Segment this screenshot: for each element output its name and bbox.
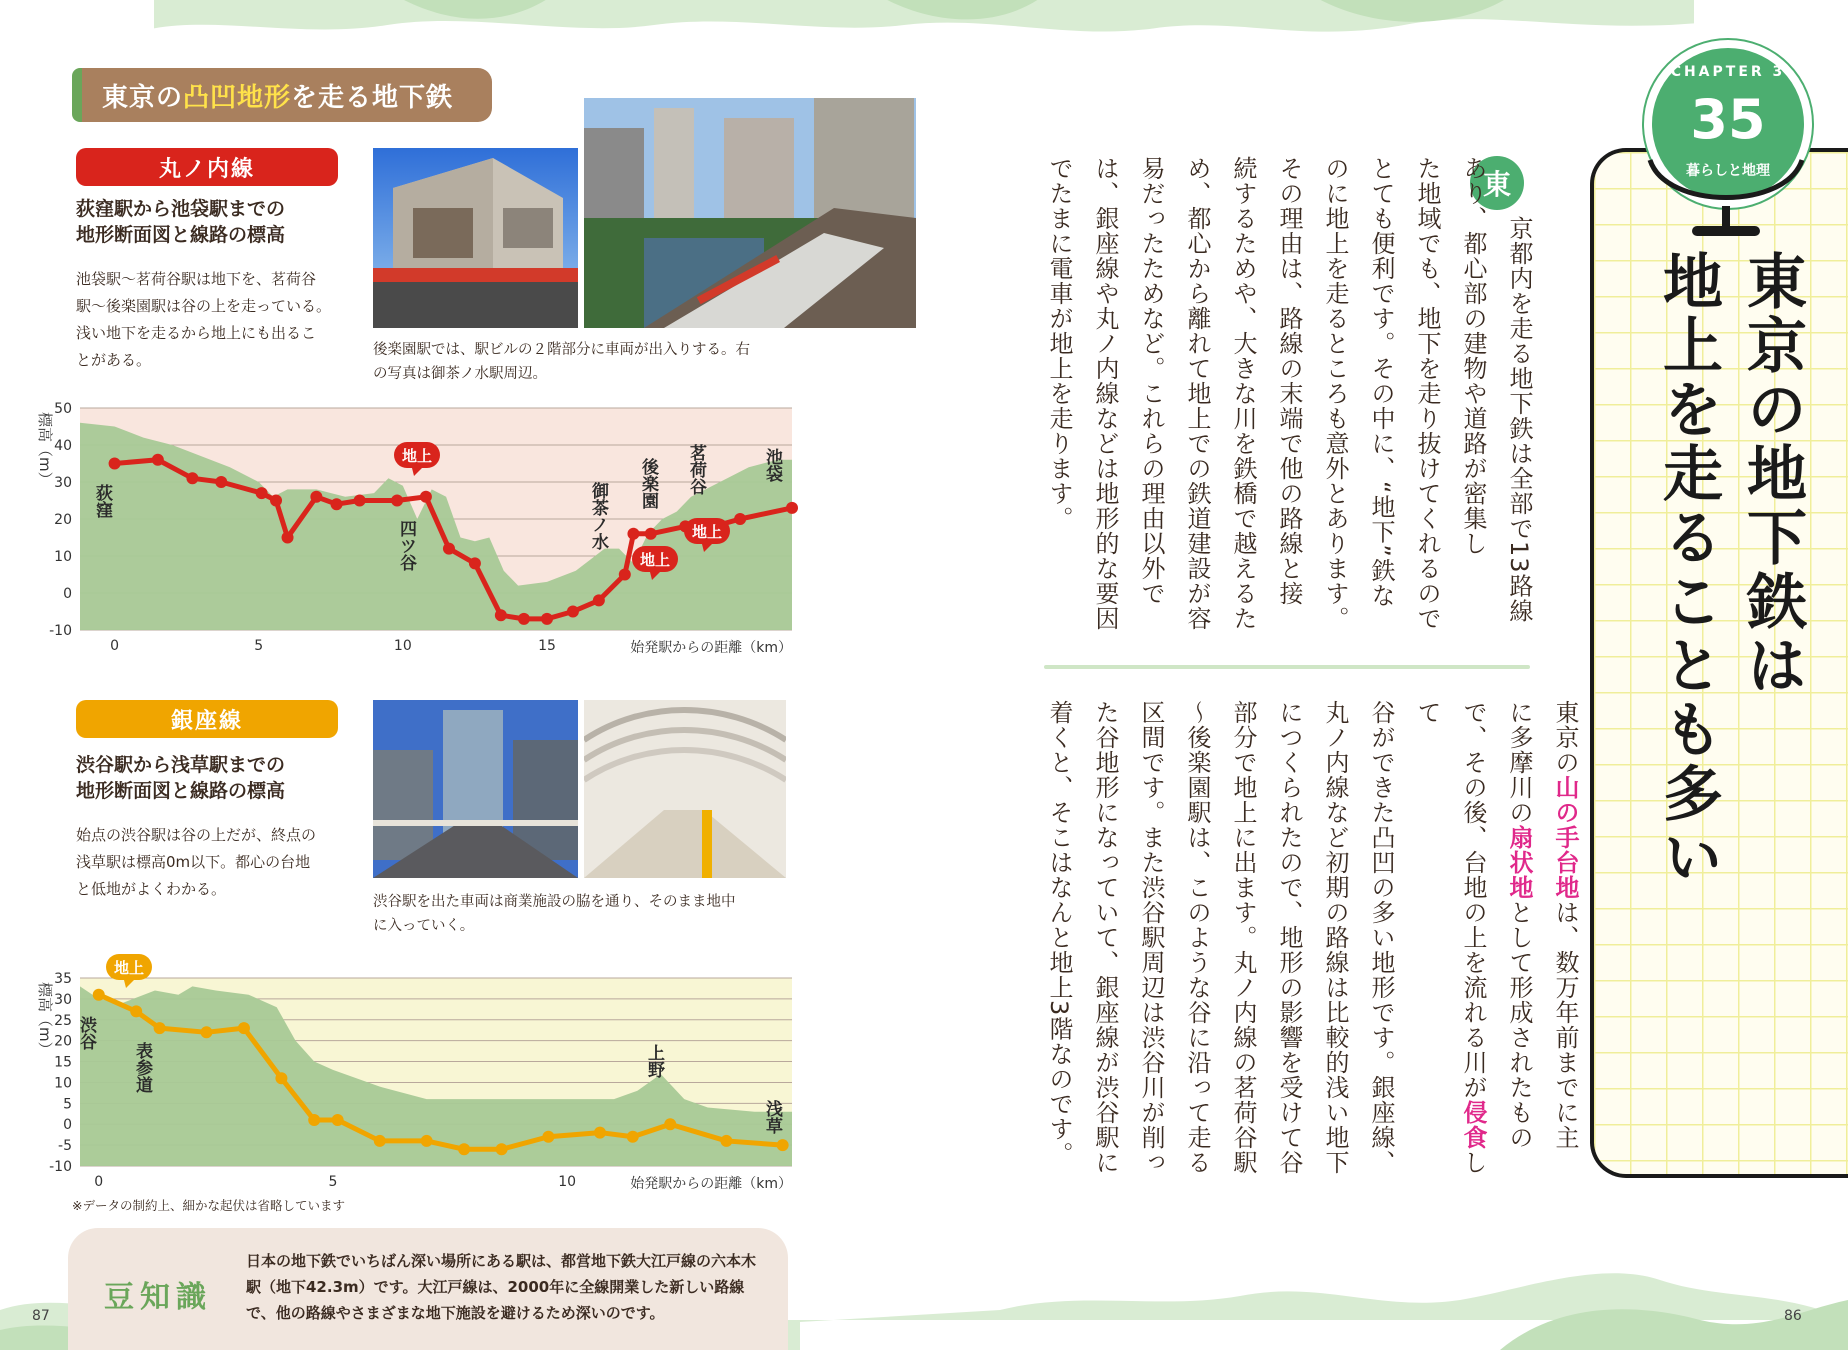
track-point	[567, 606, 579, 618]
x-tick-label: 5	[254, 638, 264, 654]
track-point	[421, 1135, 433, 1147]
above-ground-label: 地上	[401, 447, 433, 465]
heading-text: 東京の凸凹地形を走る地下鉄	[102, 82, 454, 113]
station-label: 表参道	[132, 1042, 152, 1093]
globe-stand-icon	[1636, 150, 1816, 250]
track-point	[720, 1135, 732, 1147]
track-point	[200, 1026, 212, 1038]
track-point	[154, 1022, 166, 1034]
trivia-label: 豆知識	[104, 1280, 212, 1315]
station-label: 茗荷谷	[686, 444, 706, 495]
ginza-description: 始点の渋谷駅は谷の上だが、終点の 浅草駅は標高0m以下。都心の台地 と低地がよくわかる。	[76, 826, 317, 898]
track-point	[308, 1114, 320, 1126]
track-point	[664, 1118, 676, 1130]
x-tick-label: 5	[328, 1174, 338, 1190]
track-point	[256, 487, 268, 499]
y-tick-label: -5	[58, 1138, 72, 1155]
top-leaf-decoration	[0, 0, 1848, 50]
x-tick-label: 0	[110, 638, 120, 654]
track-point	[458, 1143, 470, 1155]
track-point	[186, 472, 198, 484]
trivia-text: 日本の地下鉄でいちばん深い場所にある駅は、都営地下鉄大江戸線の六本木駅（地下42.3m）です。大江戸線は、2000年に全線開業した新しい路線で、他の路線やさまざまな地下施設を避けるため深いのです。	[246, 1252, 757, 1322]
y-tick-label: 25	[54, 1012, 72, 1029]
track-point	[734, 513, 746, 525]
above-ground-label: 地上	[639, 551, 671, 569]
ginza-subtitle: 渋谷駅から浅草駅までの 地形断面図と線路の標高	[76, 754, 286, 802]
lower-body-text: 東京の山の手台地は、数万年前までに主 に多摩川の扇状地として形成されたもの で、その後、台地の上を流れる川が侵食して 谷ができた凸凹の多い地形です。銀座線、 丸ノ内線など初期の路線は比較的浅い地下 につくられたので、地形の影響を受けて谷 部分で地上に出ます。丸ノ内線の茗荷谷駅 〜後楽園駅は、このような谷に沿って走る 区間です。また渋谷駅周辺は渋谷川が削っ た谷地形になっていて、銀座線が渋谷駅に 着くと、そこはなんと地上3階なのです。	[1045, 700, 1579, 1175]
station-label: 上野	[644, 1044, 664, 1078]
ginza-photo-caption: 渋谷駅を出た車両は商業施設の脇を通り、そのまま地中 に入っていく。	[373, 894, 736, 934]
track-point	[374, 1135, 386, 1147]
marunouchi-photo-caption: 後楽園駅では、駅ビルの２階部分に車両が出入りする。右 の写真は御茶ノ水駅周辺。	[373, 342, 750, 382]
track-point	[354, 495, 366, 507]
ginza-elevation-chart	[20, 952, 800, 1198]
section-heading	[72, 68, 492, 122]
y-tick-label: 0	[63, 586, 72, 602]
track-point	[332, 1114, 344, 1126]
track-point	[786, 502, 798, 514]
photo-shibuya-station-platform	[584, 700, 786, 878]
track-point	[420, 491, 432, 503]
track-point	[391, 495, 403, 507]
marunouchi-elevation-chart	[20, 396, 800, 666]
station-label: 御茶ノ水	[588, 482, 608, 550]
y-tick-label: -10	[49, 623, 72, 639]
station-label: 荻窪	[92, 484, 112, 518]
track-point	[542, 1131, 554, 1143]
photo-ochanomizu-bridge	[584, 98, 916, 328]
track-point	[215, 476, 227, 488]
track-point	[152, 454, 164, 466]
x-tick-label: 15	[538, 638, 556, 654]
track-point	[443, 543, 455, 555]
track-point	[238, 1022, 250, 1034]
track-point	[518, 613, 530, 625]
page-number-right: 86	[1784, 1308, 1802, 1324]
ginza-line-label: 銀座線	[76, 700, 338, 738]
x-tick-label: 10	[393, 638, 412, 654]
track-point	[469, 557, 481, 569]
track-point	[496, 1143, 508, 1155]
track-point	[130, 1005, 142, 1017]
station-label: 渋谷	[76, 1016, 96, 1050]
y-tick-label: 15	[54, 1054, 72, 1071]
data-note: ※データの制約上、細かな起伏は省略しています	[72, 1198, 345, 1213]
x-axis-label: 始発駅からの距離（km）	[630, 640, 792, 656]
y-tick-label: 40	[54, 438, 72, 454]
y-tick-label: 30	[54, 991, 72, 1008]
upper-body-text: 京都内を走る地下鉄は全部で13路線 あり、都心部の建物や道路が密集し た地域でも、地下を走り抜けてくれるので とても便利です。その中に、“地下”鉄な のに地上を走るところも意外とあります。 その理由は、路線の末端で他の路線と接 続するためや、大きな川を鉄橋で越えるた め、都心から離れて地上での鉄道建設が容 易だったためなど。これらの理由以外で は、銀座線や丸ノ内線などは地形的な要因 でたまに電車が地上を走ります。	[1045, 156, 1533, 631]
above-ground-label: 地上	[113, 959, 145, 977]
y-tick-label: 5	[63, 1096, 72, 1113]
marunouchi-subtitle: 荻窪駅から池袋駅までの 地形断面図と線路の標高	[76, 198, 286, 246]
track-point	[282, 532, 294, 544]
marunouchi-description: 池袋駅〜茗荷谷駅は地下を、茗荷谷 駅〜後楽園駅は谷の上を走っている。 浅い地下を走るから地上にも出るこ とがある。	[76, 270, 332, 369]
track-point	[594, 1127, 606, 1139]
photo-shibuya-street	[373, 700, 578, 878]
track-point	[495, 609, 507, 621]
y-tick-label: 50	[54, 401, 72, 417]
above-ground-label: 地上	[691, 523, 723, 541]
y-tick-label: 20	[54, 1033, 72, 1050]
station-label: 後楽園	[638, 458, 658, 509]
y-tick-label: 10	[54, 1075, 72, 1092]
section-divider	[1044, 665, 1530, 669]
track-point	[619, 569, 631, 581]
y-axis-label: 標高（m）	[36, 982, 54, 1057]
station-label: 浅草	[762, 1100, 782, 1134]
track-point	[331, 498, 343, 510]
track-point	[777, 1139, 789, 1151]
y-tick-label: 0	[63, 1117, 72, 1134]
y-tick-label: 20	[54, 512, 72, 528]
x-tick-label: 10	[558, 1174, 577, 1190]
page-title: 東京の地下鉄は 地上を走ることも多い	[1653, 250, 1807, 890]
marunouchi-line-label: 丸ノ内線	[76, 148, 338, 186]
y-tick-label: 30	[54, 475, 72, 491]
chapter-badge: CHAPTER 3 35 暮らしと地理	[1644, 40, 1812, 208]
track-point	[627, 1131, 639, 1143]
x-axis-label: 始発駅からの距離（km）	[630, 1176, 792, 1192]
track-point	[93, 989, 105, 1001]
track-point	[310, 491, 322, 503]
track-point	[541, 613, 553, 625]
track-point	[109, 458, 121, 470]
y-tick-label: 35	[54, 971, 72, 987]
track-point	[627, 528, 639, 540]
page-number-left: 87	[32, 1308, 50, 1324]
y-axis-label: 標高（m）	[36, 412, 54, 487]
track-point	[270, 495, 282, 507]
drop-cap-higashi: 東	[1470, 156, 1524, 210]
track-point	[593, 594, 605, 606]
station-label: 池袋	[762, 448, 782, 482]
photo-korakuen-station	[373, 148, 578, 328]
station-label: 四ツ谷	[396, 520, 416, 571]
y-tick-label: 10	[54, 549, 72, 565]
track-point	[275, 1072, 287, 1084]
y-tick-label: -10	[49, 1159, 72, 1175]
track-point	[645, 528, 657, 540]
x-tick-label: 0	[94, 1174, 104, 1190]
